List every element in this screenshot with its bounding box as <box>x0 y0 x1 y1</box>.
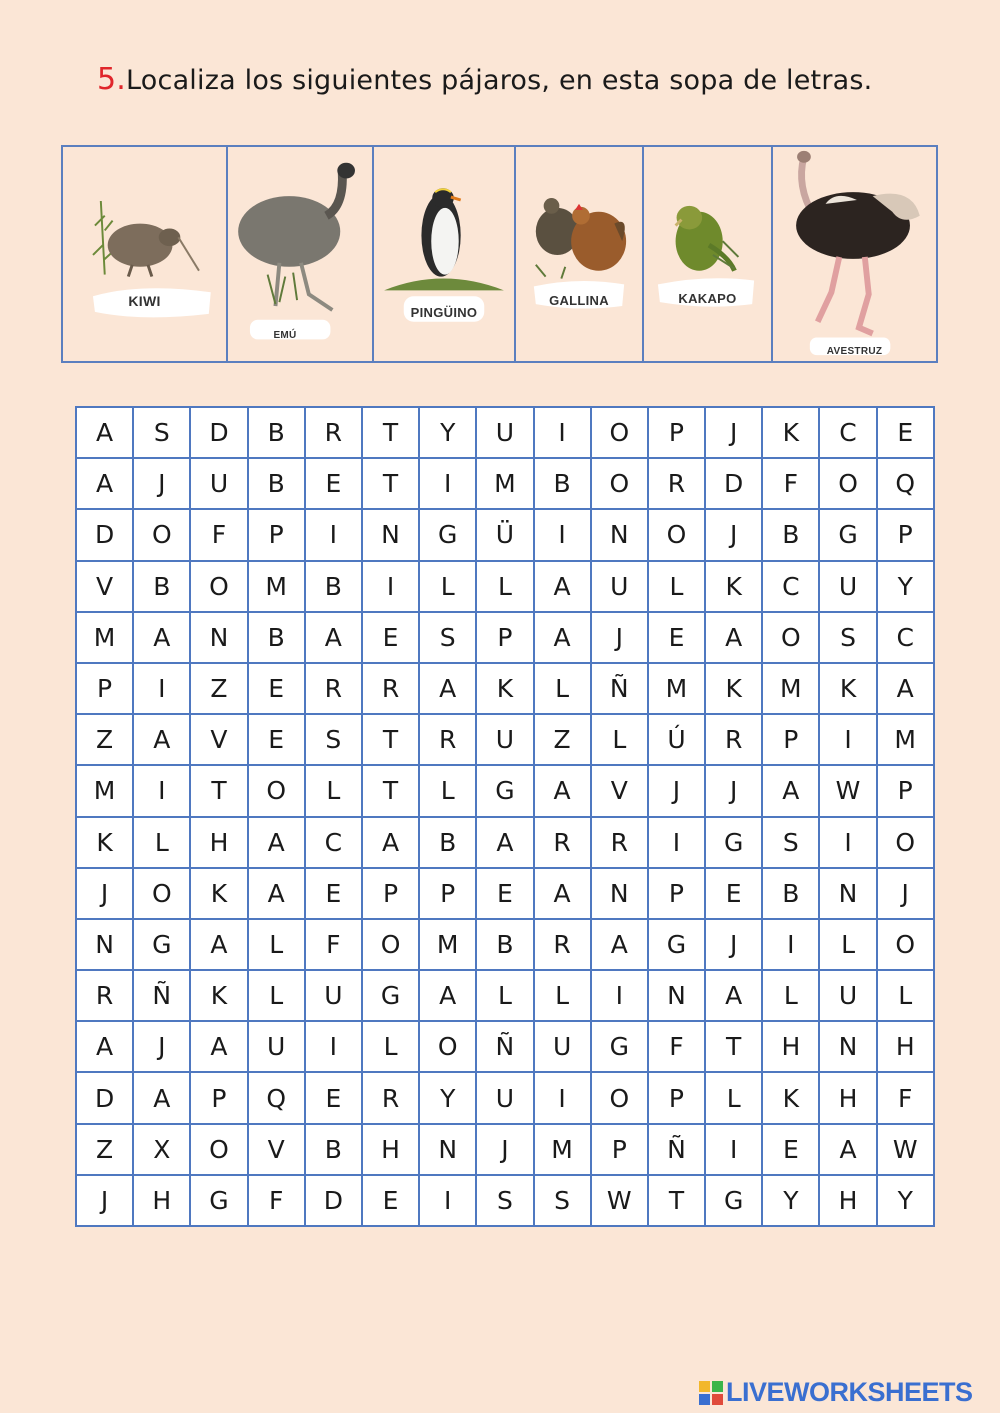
liveworksheets-logo-icon <box>698 1380 724 1406</box>
grid-cell[interactable]: Z <box>76 714 133 765</box>
grid-cell[interactable]: L <box>305 765 362 816</box>
grid-cell[interactable]: Y <box>762 1175 819 1226</box>
grid-cell[interactable]: O <box>190 1124 247 1175</box>
bird-label-gallina: GALLINA <box>549 293 609 308</box>
grid-cell[interactable]: A <box>419 970 476 1021</box>
grid-cell[interactable]: E <box>248 714 305 765</box>
grid-cell[interactable]: J <box>133 458 190 509</box>
grid-cell[interactable]: I <box>133 663 190 714</box>
grid-cell[interactable]: L <box>819 919 876 970</box>
grid-cell[interactable]: O <box>591 1072 648 1123</box>
grid-cell[interactable]: F <box>648 1021 705 1072</box>
grid-cell[interactable]: Z <box>534 714 591 765</box>
bird-label-avestruz: AVESTRUZ <box>826 346 883 357</box>
grid-cell[interactable]: J <box>705 765 762 816</box>
grid-row <box>76 1124 934 1175</box>
grid-cell[interactable]: J <box>705 407 762 458</box>
grid-cell[interactable]: I <box>819 714 876 765</box>
grid-cell[interactable]: Z <box>190 663 247 714</box>
grid-cell[interactable]: I <box>305 509 362 560</box>
grid-cell[interactable]: Ñ <box>591 663 648 714</box>
grid-cell[interactable]: A <box>762 765 819 816</box>
grid-cell[interactable]: Q <box>248 1072 305 1123</box>
bird-card-kiwi <box>63 147 228 361</box>
grid-cell[interactable]: U <box>305 970 362 1021</box>
grid-cell[interactable]: B <box>476 919 533 970</box>
bird-label-emu: EMÚ <box>273 330 297 341</box>
grid-cell[interactable]: B <box>248 458 305 509</box>
grid-cell[interactable]: I <box>648 817 705 868</box>
grid-row <box>76 765 934 816</box>
grid-cell[interactable]: E <box>705 868 762 919</box>
grid-cell[interactable]: A <box>305 612 362 663</box>
grid-cell[interactable]: T <box>648 1175 705 1226</box>
grid-cell[interactable]: K <box>762 407 819 458</box>
grid-cell[interactable]: J <box>705 919 762 970</box>
grid-cell[interactable]: K <box>476 663 533 714</box>
grid-cell[interactable]: M <box>419 919 476 970</box>
grid-cell[interactable]: P <box>362 868 419 919</box>
grid-cell[interactable]: E <box>362 612 419 663</box>
liveworksheets-logo <box>698 1377 973 1408</box>
grid-cell[interactable]: A <box>705 612 762 663</box>
grid-cell[interactable]: J <box>476 1124 533 1175</box>
grid-row <box>76 561 934 612</box>
grid-cell[interactable]: L <box>419 561 476 612</box>
grid-cell[interactable]: E <box>362 1175 419 1226</box>
grid-cell[interactable]: L <box>534 663 591 714</box>
bird-card-gallina <box>516 147 644 361</box>
grid-cell[interactable]: U <box>476 714 533 765</box>
grid-cell[interactable]: M <box>648 663 705 714</box>
grid-cell[interactable]: U <box>819 561 876 612</box>
grid-cell[interactable]: U <box>591 561 648 612</box>
grid-cell[interactable]: B <box>762 509 819 560</box>
penguin-illustration <box>374 147 514 361</box>
grid-cell[interactable]: L <box>419 765 476 816</box>
grid-cell[interactable]: L <box>648 561 705 612</box>
grid-cell[interactable]: U <box>476 407 533 458</box>
hen-illustration <box>516 147 642 361</box>
grid-cell[interactable]: G <box>705 817 762 868</box>
grid-cell[interactable]: G <box>591 1021 648 1072</box>
grid-cell[interactable]: O <box>362 919 419 970</box>
grid-cell[interactable]: K <box>819 663 876 714</box>
grid-cell[interactable]: B <box>419 817 476 868</box>
grid-cell[interactable]: P <box>877 509 934 560</box>
grid-cell[interactable]: N <box>419 1124 476 1175</box>
grid-cell[interactable]: B <box>534 458 591 509</box>
grid-cell[interactable]: V <box>76 561 133 612</box>
grid-cell[interactable]: T <box>362 407 419 458</box>
grid-cell[interactable]: P <box>648 407 705 458</box>
grid-cell[interactable]: A <box>248 868 305 919</box>
grid-cell[interactable]: C <box>819 407 876 458</box>
grid-cell[interactable]: I <box>534 509 591 560</box>
grid-cell[interactable]: T <box>362 714 419 765</box>
grid-cell[interactable]: I <box>819 817 876 868</box>
grid-cell[interactable]: U <box>190 458 247 509</box>
grid-cell[interactable]: E <box>762 1124 819 1175</box>
grid-cell[interactable]: O <box>133 868 190 919</box>
grid-cell[interactable]: G <box>705 1175 762 1226</box>
grid-cell[interactable]: A <box>133 612 190 663</box>
kakapo-illustration <box>644 147 771 361</box>
grid-cell[interactable]: P <box>648 868 705 919</box>
grid-cell[interactable]: P <box>419 868 476 919</box>
grid-cell[interactable]: W <box>819 765 876 816</box>
grid-cell[interactable]: D <box>190 407 247 458</box>
grid-cell[interactable]: R <box>591 817 648 868</box>
grid-cell[interactable]: K <box>190 970 247 1021</box>
grid-cell[interactable]: K <box>705 663 762 714</box>
grid-cell[interactable]: K <box>762 1072 819 1123</box>
grid-cell[interactable]: W <box>877 1124 934 1175</box>
grid-cell[interactable]: Z <box>76 1124 133 1175</box>
grid-cell[interactable]: N <box>190 612 247 663</box>
grid-cell[interactable]: R <box>534 817 591 868</box>
grid-cell[interactable]: A <box>76 458 133 509</box>
exercise-title <box>97 62 872 97</box>
kiwi-illustration <box>63 147 226 361</box>
grid-cell[interactable]: U <box>248 1021 305 1072</box>
grid-cell[interactable]: O <box>877 919 934 970</box>
grid-cell[interactable]: A <box>534 868 591 919</box>
grid-cell[interactable]: Ü <box>476 509 533 560</box>
grid-cell[interactable]: B <box>248 407 305 458</box>
grid-cell[interactable]: C <box>305 817 362 868</box>
grid-cell[interactable]: L <box>877 970 934 1021</box>
grid-row <box>76 1175 934 1226</box>
grid-cell[interactable]: P <box>648 1072 705 1123</box>
grid-cell[interactable]: A <box>705 970 762 1021</box>
grid-cell[interactable]: I <box>534 1072 591 1123</box>
exercise-number: 5. <box>97 62 127 97</box>
grid-cell[interactable]: E <box>305 458 362 509</box>
grid-cell[interactable]: I <box>419 458 476 509</box>
grid-cell[interactable]: A <box>76 1021 133 1072</box>
grid-cell[interactable]: P <box>476 612 533 663</box>
grid-cell[interactable]: J <box>76 868 133 919</box>
grid-cell[interactable]: I <box>762 919 819 970</box>
grid-cell[interactable]: C <box>877 612 934 663</box>
grid-cell[interactable]: P <box>591 1124 648 1175</box>
grid-cell[interactable]: P <box>762 714 819 765</box>
grid-row <box>76 1021 934 1072</box>
grid-cell[interactable]: N <box>76 919 133 970</box>
grid-cell[interactable]: L <box>362 1021 419 1072</box>
grid-cell[interactable]: F <box>305 919 362 970</box>
grid-cell[interactable]: F <box>248 1175 305 1226</box>
ostrich-illustration <box>773 147 936 361</box>
grid-cell[interactable]: L <box>762 970 819 1021</box>
grid-cell[interactable]: Ñ <box>648 1124 705 1175</box>
grid-cell[interactable]: J <box>76 1175 133 1226</box>
grid-cell[interactable]: P <box>76 663 133 714</box>
grid-cell[interactable]: H <box>762 1021 819 1072</box>
grid-cell[interactable]: T <box>190 765 247 816</box>
grid-cell[interactable]: G <box>133 919 190 970</box>
grid-cell[interactable]: A <box>534 612 591 663</box>
grid-cell[interactable]: G <box>362 970 419 1021</box>
grid-cell[interactable]: B <box>762 868 819 919</box>
grid-cell[interactable]: L <box>476 561 533 612</box>
grid-row <box>76 612 934 663</box>
grid-cell[interactable]: L <box>133 817 190 868</box>
grid-cell[interactable]: U <box>476 1072 533 1123</box>
grid-cell[interactable]: J <box>591 612 648 663</box>
bird-card-pinguino <box>374 147 516 361</box>
grid-cell[interactable]: L <box>248 970 305 1021</box>
grid-cell[interactable]: A <box>419 663 476 714</box>
grid-row <box>76 509 934 560</box>
grid-cell[interactable]: U <box>534 1021 591 1072</box>
grid-cell[interactable]: K <box>705 561 762 612</box>
grid-cell[interactable]: H <box>362 1124 419 1175</box>
grid-cell[interactable]: R <box>362 663 419 714</box>
grid-cell[interactable]: B <box>305 561 362 612</box>
grid-cell[interactable]: S <box>133 407 190 458</box>
grid-cell[interactable]: I <box>305 1021 362 1072</box>
grid-cell[interactable]: A <box>133 714 190 765</box>
grid-cell[interactable]: I <box>362 561 419 612</box>
grid-cell[interactable]: D <box>76 509 133 560</box>
liveworksheets-brand: LIVEWORKSHEETS <box>726 1377 973 1407</box>
grid-cell[interactable]: O <box>133 509 190 560</box>
bird-card-avestruz <box>773 147 936 361</box>
grid-cell[interactable]: D <box>705 458 762 509</box>
grid-cell[interactable]: A <box>819 1124 876 1175</box>
grid-cell[interactable]: A <box>248 817 305 868</box>
grid-cell[interactable]: A <box>76 407 133 458</box>
grid-cell[interactable]: P <box>248 509 305 560</box>
grid-cell[interactable]: L <box>248 919 305 970</box>
grid-cell[interactable]: F <box>877 1072 934 1123</box>
grid-cell[interactable]: G <box>190 1175 247 1226</box>
grid-cell[interactable]: H <box>819 1072 876 1123</box>
grid-cell[interactable]: A <box>190 1021 247 1072</box>
grid-cell[interactable]: N <box>591 868 648 919</box>
grid-cell[interactable]: V <box>190 714 247 765</box>
grid-cell[interactable]: K <box>76 817 133 868</box>
grid-row <box>76 817 934 868</box>
grid-cell[interactable]: O <box>648 509 705 560</box>
grid-row <box>76 714 934 765</box>
bird-label-pinguino: PINGÜINO <box>410 305 478 320</box>
grid-cell[interactable]: U <box>819 970 876 1021</box>
exercise-instruction: Localiza los siguientes pájaros, en esta sopa de letras. <box>126 65 873 96</box>
grid-cell[interactable]: M <box>534 1124 591 1175</box>
grid-cell[interactable]: I <box>133 765 190 816</box>
grid-cell[interactable]: A <box>362 817 419 868</box>
grid-cell[interactable]: P <box>877 765 934 816</box>
grid-cell[interactable]: E <box>877 407 934 458</box>
grid-cell[interactable]: T <box>362 458 419 509</box>
grid-cell[interactable]: B <box>305 1124 362 1175</box>
grid-cell[interactable]: O <box>591 458 648 509</box>
grid-cell[interactable]: V <box>591 765 648 816</box>
grid-row <box>76 407 934 458</box>
grid-cell[interactable]: N <box>819 1021 876 1072</box>
grid-cell[interactable]: H <box>877 1021 934 1072</box>
grid-cell[interactable]: I <box>534 407 591 458</box>
grid-cell[interactable]: Q <box>877 458 934 509</box>
bird-label-kiwi: KIWI <box>128 293 161 309</box>
grid-cell[interactable]: O <box>591 407 648 458</box>
grid-cell[interactable]: E <box>648 612 705 663</box>
grid-cell[interactable]: K <box>190 868 247 919</box>
grid-cell[interactable]: R <box>305 663 362 714</box>
grid-cell[interactable]: R <box>305 407 362 458</box>
bird-cards-strip <box>61 145 938 363</box>
emu-illustration <box>228 147 372 361</box>
grid-cell[interactable]: Y <box>419 1072 476 1123</box>
grid-cell[interactable]: N <box>362 509 419 560</box>
grid-cell[interactable]: R <box>419 714 476 765</box>
grid-cell[interactable]: R <box>534 919 591 970</box>
grid-cell[interactable]: A <box>534 765 591 816</box>
grid-cell[interactable]: I <box>419 1175 476 1226</box>
grid-cell[interactable]: P <box>190 1072 247 1123</box>
grid-cell[interactable]: D <box>305 1175 362 1226</box>
grid-cell[interactable]: G <box>419 509 476 560</box>
grid-cell[interactable]: J <box>133 1021 190 1072</box>
grid-cell[interactable]: A <box>591 919 648 970</box>
grid-cell[interactable]: S <box>762 817 819 868</box>
grid-cell[interactable]: M <box>762 663 819 714</box>
grid-cell[interactable]: G <box>819 509 876 560</box>
grid-cell[interactable]: Y <box>419 407 476 458</box>
bird-card-kakapo <box>644 147 773 361</box>
grid-cell[interactable]: E <box>476 868 533 919</box>
grid-cell[interactable]: M <box>248 561 305 612</box>
grid-cell[interactable]: A <box>476 817 533 868</box>
grid-cell[interactable]: G <box>476 765 533 816</box>
grid-cell[interactable]: L <box>705 1072 762 1123</box>
grid-cell[interactable]: J <box>705 509 762 560</box>
grid-cell[interactable]: M <box>76 765 133 816</box>
grid-cell[interactable]: S <box>819 612 876 663</box>
grid-cell[interactable]: O <box>190 561 247 612</box>
grid-cell[interactable]: M <box>877 714 934 765</box>
grid-cell[interactable]: R <box>362 1072 419 1123</box>
grid-cell[interactable]: Ñ <box>476 1021 533 1072</box>
word-search-grid <box>75 406 935 1227</box>
grid-cell[interactable]: D <box>76 1072 133 1123</box>
grid-cell[interactable]: T <box>705 1021 762 1072</box>
grid-cell[interactable]: O <box>819 458 876 509</box>
grid-cell[interactable]: V <box>248 1124 305 1175</box>
grid-cell[interactable]: O <box>419 1021 476 1072</box>
grid-cell[interactable]: O <box>762 612 819 663</box>
grid-cell[interactable]: E <box>305 868 362 919</box>
grid-cell[interactable]: A <box>534 561 591 612</box>
grid-cell[interactable]: G <box>648 919 705 970</box>
grid-cell[interactable]: H <box>133 1175 190 1226</box>
grid-cell[interactable]: S <box>305 714 362 765</box>
grid-row <box>76 919 934 970</box>
grid-cell[interactable]: H <box>190 817 247 868</box>
grid-row <box>76 663 934 714</box>
grid-row <box>76 1072 934 1123</box>
grid-cell[interactable]: S <box>476 1175 533 1226</box>
grid-cell[interactable]: S <box>419 612 476 663</box>
grid-cell[interactable]: L <box>534 970 591 1021</box>
grid-cell[interactable]: Ñ <box>133 970 190 1021</box>
grid-cell[interactable]: Y <box>877 1175 934 1226</box>
grid-cell[interactable]: H <box>819 1175 876 1226</box>
grid-cell[interactable]: N <box>648 970 705 1021</box>
grid-cell[interactable]: E <box>248 663 305 714</box>
grid-cell[interactable]: M <box>76 612 133 663</box>
grid-cell[interactable]: A <box>877 663 934 714</box>
grid-cell[interactable]: F <box>190 509 247 560</box>
grid-row <box>76 868 934 919</box>
grid-cell[interactable]: Ú <box>648 714 705 765</box>
grid-cell[interactable]: S <box>534 1175 591 1226</box>
grid-cell[interactable]: B <box>248 612 305 663</box>
grid-cell[interactable]: J <box>877 868 934 919</box>
grid-cell[interactable]: M <box>476 458 533 509</box>
grid-cell[interactable]: X <box>133 1124 190 1175</box>
grid-row <box>76 458 934 509</box>
grid-cell[interactable]: R <box>648 458 705 509</box>
grid-cell[interactable]: E <box>305 1072 362 1123</box>
grid-cell[interactable]: W <box>591 1175 648 1226</box>
grid-cell[interactable]: R <box>705 714 762 765</box>
grid-cell[interactable]: A <box>190 919 247 970</box>
grid-cell[interactable]: L <box>591 714 648 765</box>
grid-cell[interactable]: Y <box>877 561 934 612</box>
grid-cell[interactable]: R <box>76 970 133 1021</box>
grid-cell[interactable]: I <box>705 1124 762 1175</box>
grid-cell[interactable]: J <box>648 765 705 816</box>
grid-cell[interactable]: F <box>762 458 819 509</box>
grid-cell[interactable]: B <box>133 561 190 612</box>
grid-cell[interactable]: N <box>819 868 876 919</box>
grid-cell[interactable]: O <box>248 765 305 816</box>
grid-cell[interactable]: N <box>591 509 648 560</box>
grid-cell[interactable]: I <box>591 970 648 1021</box>
bird-label-kakapo: KAKAPO <box>678 291 737 306</box>
grid-cell[interactable]: O <box>877 817 934 868</box>
grid-row <box>76 970 934 1021</box>
bird-card-emu <box>228 147 374 361</box>
grid-cell[interactable]: A <box>133 1072 190 1123</box>
grid-cell[interactable]: L <box>476 970 533 1021</box>
grid-cell[interactable]: C <box>762 561 819 612</box>
grid-cell[interactable]: T <box>362 765 419 816</box>
